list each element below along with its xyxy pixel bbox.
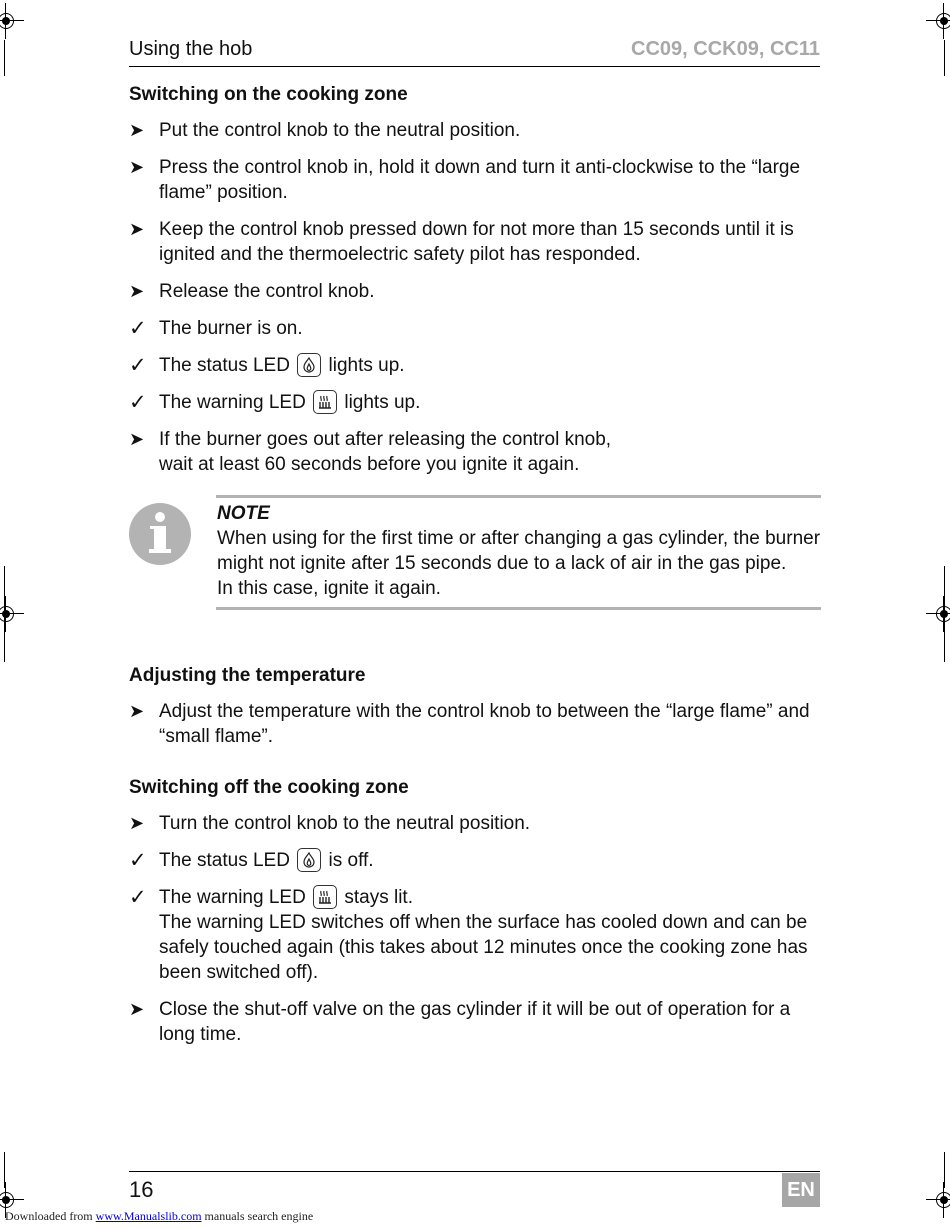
trim-line-right-mid <box>944 566 945 662</box>
registration-mark-mid-right <box>932 602 950 626</box>
hot-surface-led-icon <box>313 390 337 414</box>
note-content <box>216 495 821 610</box>
check-icon: ✓ <box>129 354 147 377</box>
note-text: In this case, ignite it again. <box>217 578 441 599</box>
section-heading-switch-off: Switching off the cooking zone <box>129 777 409 798</box>
trim-line-right <box>944 40 945 76</box>
step-text: Put the control knob to the neutral position. <box>159 120 521 141</box>
registration-mark-top-right <box>932 9 950 33</box>
step-arrow-icon: ➤ <box>129 281 145 301</box>
header-model-numbers: CC09, CCK09, CC11 <box>631 38 820 60</box>
step-text: wait at least 60 seconds before you ignite it again. <box>159 454 580 475</box>
page-number: 16 <box>129 1177 154 1202</box>
source-link[interactable]: www.Manualslib.com <box>95 1209 202 1223</box>
result-text: The status LED <box>159 355 290 376</box>
result-item <box>129 390 820 415</box>
download-source <box>5 1209 313 1224</box>
step-arrow-icon: ➤ <box>129 429 145 449</box>
result-item <box>129 848 820 873</box>
step-item <box>129 699 820 749</box>
flame-led-icon <box>297 848 321 872</box>
result-detail-text: The warning LED switches off when the surface has cooled down and can be safely touched again (this takes about 12 minutes once the cooking zone has been switched off). <box>159 912 808 983</box>
result-text: The burner is on. <box>159 318 303 339</box>
trim-line-left <box>4 40 5 76</box>
step-arrow-icon: ➤ <box>129 120 145 140</box>
result-text: is off. <box>328 850 374 871</box>
header-section-title: Using the hob <box>129 38 253 60</box>
header-rule <box>129 66 820 67</box>
step-item <box>129 427 820 477</box>
step-text: Keep the control knob pressed down for not more than 15 seconds until it is ignited and the thermoelectric safety pilot has responded. <box>159 219 794 265</box>
footer-rule <box>129 1171 820 1172</box>
step-arrow-icon: ➤ <box>129 219 145 239</box>
registration-mark-bottom-right <box>932 1188 950 1212</box>
trim-line-left-bottom <box>4 1152 5 1188</box>
step-arrow-icon: ➤ <box>129 999 145 1019</box>
result-text: stays lit. <box>344 887 413 908</box>
step-arrow-icon: ➤ <box>129 813 145 833</box>
step-text: Turn the control knob to the neutral position. <box>159 813 531 834</box>
section-heading-adjust: Adjusting the temperature <box>129 665 366 686</box>
step-text: Press the control knob in, hold it down and turn it anti-clockwise to the “large flame” position. <box>159 157 801 203</box>
page-content <box>129 82 820 1059</box>
step-item <box>129 217 820 267</box>
check-icon: ✓ <box>129 886 147 909</box>
note-text: When using for the first time or after changing a gas cylinder, the burner might not ignite after 15 seconds due to a lack of air in the gas pipe. <box>217 528 821 574</box>
check-icon: ✓ <box>129 849 147 872</box>
step-item <box>129 997 820 1047</box>
trim-line-left-mid <box>4 566 5 662</box>
step-item <box>129 279 820 304</box>
result-item <box>129 353 820 378</box>
step-text: Adjust the temperature with the control knob to between the “large flame” and “small flame”. <box>159 701 810 747</box>
flame-led-icon <box>297 353 321 377</box>
step-arrow-icon: ➤ <box>129 701 145 721</box>
trim-line-right-bottom <box>944 1152 945 1188</box>
result-text: The warning LED <box>159 887 306 908</box>
step-item <box>129 155 820 205</box>
registration-mark-top-left <box>0 9 18 33</box>
result-text: lights up. <box>328 355 405 376</box>
language-badge: EN <box>782 1173 820 1207</box>
section-heading-switch-on: Switching on the cooking zone <box>129 84 408 105</box>
step-item <box>129 811 820 836</box>
step-item <box>129 118 820 143</box>
source-suffix: manuals search engine <box>204 1209 314 1223</box>
step-text: Close the shut-off valve on the gas cylinder if it will be out of operation for a long time. <box>159 999 791 1045</box>
result-item <box>129 316 820 341</box>
result-text: lights up. <box>344 392 421 413</box>
check-icon: ✓ <box>129 317 147 340</box>
result-text: The warning LED <box>159 392 306 413</box>
check-icon: ✓ <box>129 391 147 414</box>
step-arrow-icon: ➤ <box>129 157 145 177</box>
source-prefix: Downloaded from <box>5 1209 93 1223</box>
registration-mark-mid-left <box>0 602 18 626</box>
note-title: NOTE <box>217 503 270 524</box>
hot-surface-led-icon <box>313 885 337 909</box>
info-icon <box>129 503 191 565</box>
step-text: Release the control knob. <box>159 281 375 302</box>
result-text: The status LED <box>159 850 290 871</box>
note-box <box>129 495 820 637</box>
step-text: If the burner goes out after releasing the control knob, <box>159 429 612 450</box>
result-item <box>129 885 820 985</box>
